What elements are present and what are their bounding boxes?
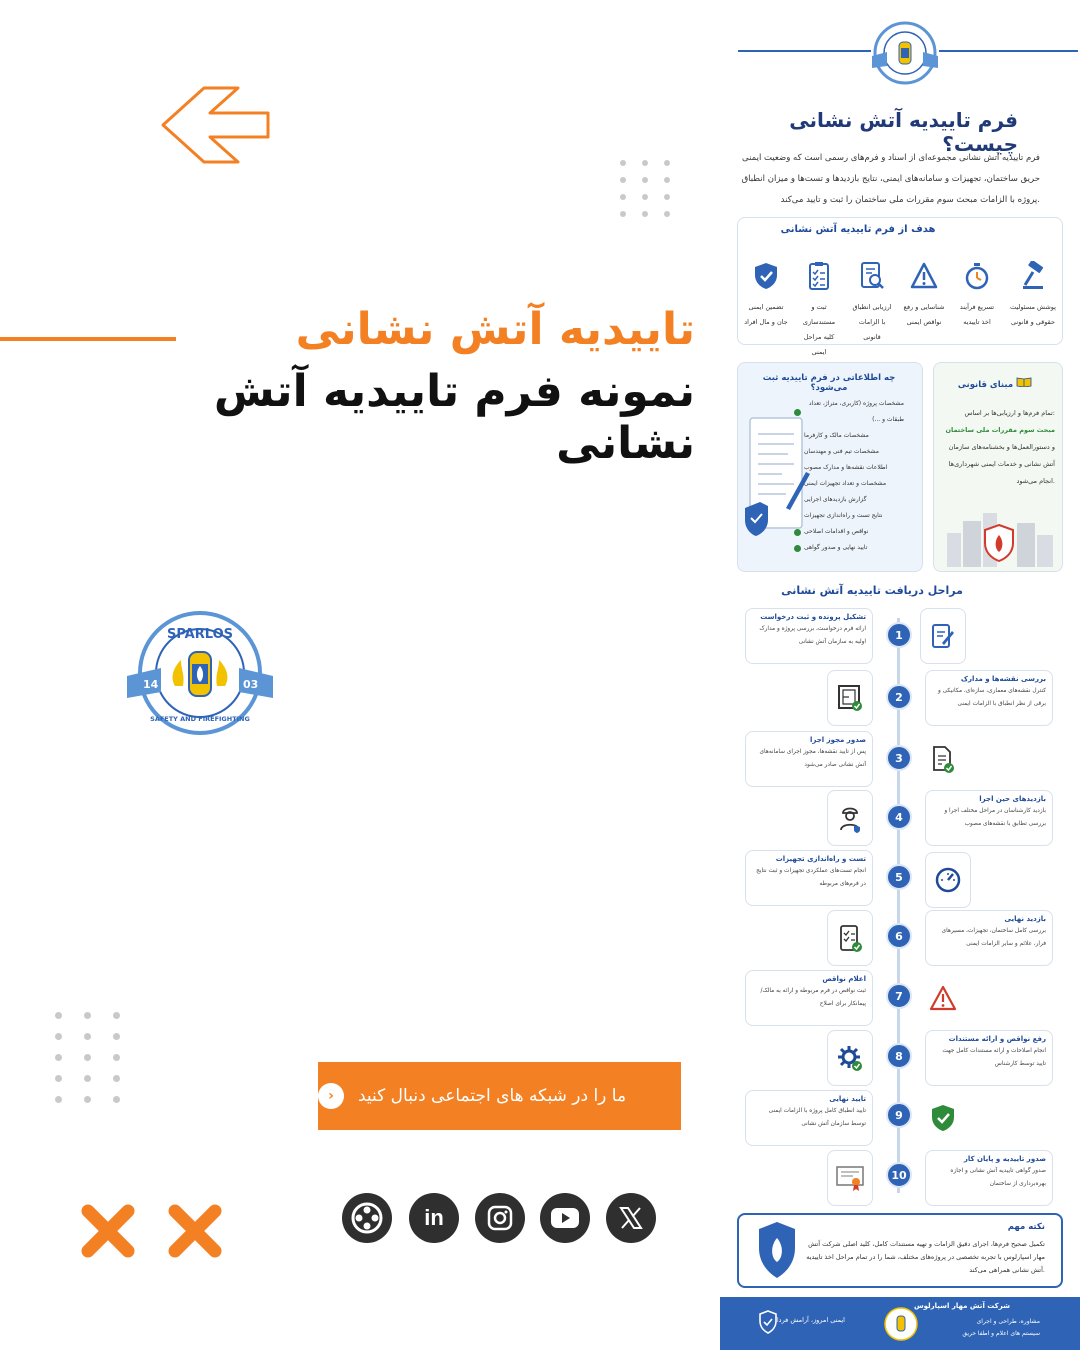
certificate-icon bbox=[827, 1150, 873, 1206]
intro-paragraph: فرم تاییدیه آتش نشانی مجموعه‌ای از اسناد و فرم‌های رسمی است که وضعیت ایمنی حریق ساختمان، تجهیزات و سامانه‌های ایمنی، نتایج بازدیدها و تست‌ها و میزان انطباق پروژه با الزامات مبحث سوم مقررات ملی ساختمان را ثبت و تایید می‌کند. bbox=[741, 153, 1040, 205]
goal-item bbox=[743, 256, 789, 330]
logo-name: SPARLOS bbox=[166, 627, 234, 642]
youtube-icon[interactable] bbox=[540, 1193, 590, 1243]
important-note-title: نکته مهم bbox=[1007, 1222, 1045, 1232]
step-number: 10 bbox=[886, 1162, 912, 1188]
step-card: اعلام نواقص ثبت نواقص در فرم مربوطه و ارائه به مالک/پیمانکار برای اصلاح bbox=[745, 970, 873, 1026]
footer-services: مشاوره، طراحی و اجرای سیستم های اعلام و اطفا حریق bbox=[962, 1318, 1040, 1337]
list-item: گزارش بازدیدهای اجرایی bbox=[794, 492, 904, 508]
check-icon bbox=[794, 545, 801, 552]
form-pen-icon bbox=[920, 608, 966, 664]
goal-label: شناسایی و رفع نواقص ایمنی bbox=[903, 303, 945, 326]
gavel-icon bbox=[1016, 256, 1050, 296]
step-card: بازدیدهای حین اجرا بازدید کارشناسان در مراحل مختلف اجرا و بررسی تطابق با نقشه‌های مصوب bbox=[925, 790, 1053, 846]
sparlos-logo bbox=[125, 608, 275, 738]
step-card: بازدید نهایی بررسی کامل ساختمان، تجهیزات، مسیرهای فرار، علائم و سایر الزامات ایمنی bbox=[925, 910, 1053, 966]
step-number: 1 bbox=[886, 622, 912, 648]
shield-badge-icon bbox=[920, 1090, 966, 1146]
chevron-left-icon[interactable]: ‹ bbox=[318, 1083, 344, 1109]
important-note-text: تکمیل صحیح فرم‌ها، اجرای دقیق الزامات و تهیه مستندات کامل، کلید اصلی شرکت آتش مهار اسپارلوس با تجربه تخصصی در پروژه‌های مختلف، شما را در تمام مراحل اخذ تاییدیه آتش نشانی همراهی می‌کند. bbox=[806, 1240, 1045, 1274]
shield-check-icon bbox=[749, 256, 783, 296]
step-number: 9 bbox=[886, 1102, 912, 1128]
goal-item bbox=[796, 256, 842, 360]
question-title: فرم تاییدیه آتش نشانی چیست؟ bbox=[789, 108, 1018, 156]
list-item: اطلاعات نقشه‌ها و مدارک مصوب bbox=[794, 460, 904, 476]
legal-basis-title: مبنای قانونی bbox=[940, 377, 1050, 390]
step-number: 3 bbox=[886, 745, 912, 771]
goal-item bbox=[849, 256, 895, 345]
x-icon[interactable] bbox=[606, 1193, 656, 1243]
step-card: صدور تاییدیه و پایان کار صدور گواهی تاییدیه آتش نشانی و اجازه بهره‌برداری از ساختمان bbox=[925, 1150, 1053, 1206]
step-card: تست و راه‌اندازی تجهیزات انجام تست‌های عملکردی تجهیزات و ثبت نتایج در فرم‌های مربوطه bbox=[745, 850, 873, 906]
warning-icon bbox=[907, 256, 941, 296]
step-number: 6 bbox=[886, 923, 912, 949]
arrow-left-icon bbox=[160, 85, 272, 165]
logo-tagline: SAFETY AND FIREFIGHTING bbox=[150, 715, 250, 723]
checklist-icon bbox=[802, 256, 836, 296]
goal-label: تسریع فرآیند اخذ تاییدیه bbox=[959, 303, 995, 326]
list-item: مشخصات و تعداد تجهیزات ایمنی bbox=[794, 476, 904, 492]
document-search-icon bbox=[855, 256, 889, 296]
sparlos-logo-small bbox=[871, 8, 939, 98]
accent-line bbox=[0, 337, 176, 341]
footer-company: شرکت آتش مهار اسپارلوس bbox=[913, 1302, 1010, 1310]
follow-us-banner[interactable] bbox=[318, 1062, 681, 1130]
step-number: 8 bbox=[886, 1043, 912, 1069]
book-icon bbox=[1016, 377, 1032, 387]
goals-title: هدف از فرم تاییدیه آتش نشانی bbox=[780, 224, 936, 235]
goal-item bbox=[901, 256, 947, 330]
goal-item bbox=[1010, 256, 1056, 330]
logo-left-num: 14 bbox=[143, 678, 159, 691]
step-card: تایید نهایی تایید انطباق کامل پروژه با الزامات ایمنی توسط سازمان آتش نشانی bbox=[745, 1090, 873, 1146]
shield-check-icon bbox=[758, 1310, 778, 1334]
page-subtitle: نمونه فرم تاییدیه آتش نشانی bbox=[213, 366, 695, 469]
follow-us-text: ما را در شبکه های اجتماعی دنبال کنید bbox=[358, 1086, 627, 1106]
footer-slogan: ایمنی امروز، آرامش فردا bbox=[776, 1316, 845, 1324]
page-title: تاییدیه آتش نشانی bbox=[295, 304, 695, 355]
step-card: بررسی نقشه‌ها و مدارک کنترل نقشه‌های معماری، سازه‌ای، مکانیکی و برقی از نظر انطباق با الزامات ایمنی bbox=[925, 670, 1053, 726]
step-number: 5 bbox=[886, 864, 912, 890]
list-item: مشخصات مالک و کارفرما bbox=[794, 428, 904, 444]
list-item: تایید نهایی و صدور گواهی bbox=[794, 540, 904, 556]
steps-title: مراحل دریافت تاییدیه آتش نشانی bbox=[781, 584, 963, 597]
gauge-icon bbox=[925, 852, 971, 908]
film-reel-icon[interactable] bbox=[342, 1193, 392, 1243]
document-check-icon bbox=[920, 731, 966, 787]
dot-grid-decoration bbox=[55, 1012, 120, 1103]
logo-right-num: 03 bbox=[243, 678, 259, 691]
list-item: مشخصات تیم فنی و مهندسان bbox=[794, 444, 904, 460]
recorded-info-title: چه اطلاعاتی در فرم تاییدیه ثبت می‌شود؟ bbox=[762, 373, 896, 393]
step-number: 4 bbox=[886, 804, 912, 830]
buildings-fire-illustration bbox=[945, 505, 1055, 567]
goal-label: پوشش مسئولیت حقوقی و قانونی bbox=[1010, 303, 1056, 326]
list-item: نتایج تست و راه‌اندازی تجهیزات bbox=[794, 508, 904, 524]
goal-item bbox=[954, 256, 1000, 330]
gear-check-icon bbox=[827, 1030, 873, 1086]
instagram-icon[interactable] bbox=[475, 1193, 525, 1243]
x-mark-decoration bbox=[80, 1203, 136, 1259]
goal-label: ثبت و مستندسازی کلیه مراحل ایمنی bbox=[802, 303, 836, 356]
checklist-check-icon bbox=[827, 910, 873, 966]
dot-grid-decoration bbox=[620, 160, 670, 217]
goal-label: تضمین ایمنی جان و مال افراد bbox=[744, 303, 788, 326]
step-card: تشکیل پرونده و ثبت درخواست ارائه فرم درخواست، بررسی پروژه و مدارک اولیه به سازمان آتش نشانی bbox=[745, 608, 873, 664]
linkedin-icon[interactable]: in bbox=[409, 1193, 459, 1243]
inspector-icon bbox=[827, 790, 873, 846]
goal-label: ارزیابی انطباق با الزامات قانونی bbox=[852, 303, 892, 341]
list-item: نواقص و اقدامات اصلاحی bbox=[794, 524, 904, 540]
step-card: صدور مجوز اجرا پس از تایید نقشه‌ها، مجوز اجرای سامانه‌های آتش نشانی صادر می‌شود bbox=[745, 731, 873, 787]
list-item: مشخصات پروژه (کاربری، متراژ، تعداد طبقات و ...) bbox=[794, 396, 904, 428]
alert-icon bbox=[920, 970, 966, 1026]
step-card: رفع نواقص و ارائه مستندات انجام اصلاحات و ارائه مستندات کامل جهت تایید توسط کارشناس bbox=[925, 1030, 1053, 1086]
blueprint-check-icon bbox=[827, 670, 873, 726]
legal-basis-text: تمام فرم‌ها و ارزیابی‌ها بر اساس: مبحث سوم مقررات ملی ساختمان و دستورالعمل‌ها و بخشنامه‌های سازمان آتش نشانی و خدمات ایمنی شهرداری‌ها انجام می‌شود. bbox=[945, 409, 1055, 485]
step-number: 7 bbox=[886, 983, 912, 1009]
shield-fire-icon bbox=[755, 1218, 799, 1282]
stopwatch-icon bbox=[960, 256, 994, 296]
x-mark-decoration bbox=[167, 1203, 223, 1259]
form-document-icon bbox=[742, 412, 814, 542]
step-number: 2 bbox=[886, 684, 912, 710]
